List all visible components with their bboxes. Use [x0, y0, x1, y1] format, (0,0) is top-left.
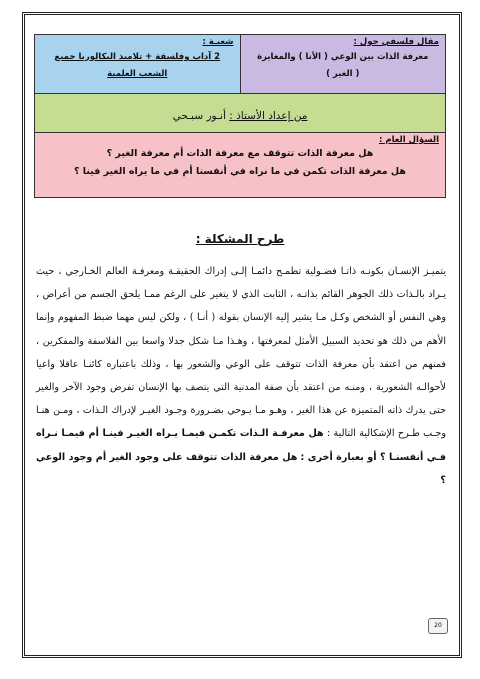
- branch-label: شعبـة :: [202, 37, 234, 47]
- author-line: [173, 110, 308, 122]
- section-title: طرح المشكلة :: [195, 232, 285, 246]
- paragraph-main: يتميـز الإنسـان بكونـه ذاتـا فضـولية تطمـح دائمـا إلـى إدراك الحقيقـة ومعرفـة العالم الخـارجي ، حيث يـراد بالـذات ذلك الجوهر القائم بذاتـه ، الثابت الذي لا يتغير على الرغم ممـا يلحق الجسم من أعراض ، وهي النفس أو الشخص وكـل مـا يشير إليه الإنسان بقوله ( أنـا ) ، ولكن ليس مهما ضبط المفهوم وإنما الأهم من ذلك هو تحديد السبيل الأمثل لمعرفتها ، وهـذا مـا شكل جدلا واسعا بين الفلاسفة والمفكرين ، فمنهم من اعتقد بأن معرفة الذات تتوقف على الوعي والشعور بها ، وذلك باعتباره كائنـا عاقلا واعيا لأحوالـه الشعورية ، ومنـه من اعتقد بأن صفة المدنية التي يتصف بها الإنسان تفرض وجود الآخر والغير حتى يدرك ذاته المتميزة عن هذا الغير ، وهـو مـا يـوحي بضـرورة وجـود الغيـر لإدراك الـذات ، ومـن هنـا وجـب طـرح الإشكالية التالية :: [36, 266, 446, 440]
- branch-line: 2 آداب وفلسفة + تلاميذ البكالوريا جميع: [54, 52, 221, 62]
- problem-question: هل معرفـة الـذات تكمـن فيمـا يـراه الغيـر فينـا أم فيمـا نـراه فـي أنفسنـا ؟ أو بعبارة أخرى :: [36, 428, 446, 463]
- author-label: من إعداد الأستاذ :: [229, 109, 308, 122]
- question-cell: [35, 133, 446, 198]
- topic-line: ( الغير ): [326, 69, 360, 79]
- problem-question: هل معرفة الذات تتوقف على وجود الغير أم وجود الوعي ؟: [36, 451, 446, 486]
- topic-line: معرفة الذات بين الوعي ( الأنا ) والمغايرة: [257, 52, 429, 62]
- question-line: هل معرفة الذات تكمن في ما نراه في أنفسنا أم في ما يراه الغير فينا ؟: [73, 166, 407, 177]
- header-table: [34, 34, 446, 198]
- question-label: السؤال العام :: [378, 135, 439, 145]
- branch-text: [41, 49, 234, 83]
- topic-label: مقال فلسفي حول :: [353, 37, 439, 47]
- question-line: هل معرفة الذات تتوقف مع معرفة الذات أم معرفة الغير ؟: [106, 148, 374, 159]
- author-cell: [35, 94, 446, 133]
- branch-line: الشعب العلمية: [107, 69, 168, 79]
- author-name: أنـور سبـحي: [172, 109, 226, 122]
- branch-cell: [35, 35, 241, 94]
- topic-text: [247, 49, 440, 83]
- body-paragraph: [36, 260, 446, 492]
- page-number: 20: [428, 618, 448, 634]
- topic-cell: [240, 35, 446, 94]
